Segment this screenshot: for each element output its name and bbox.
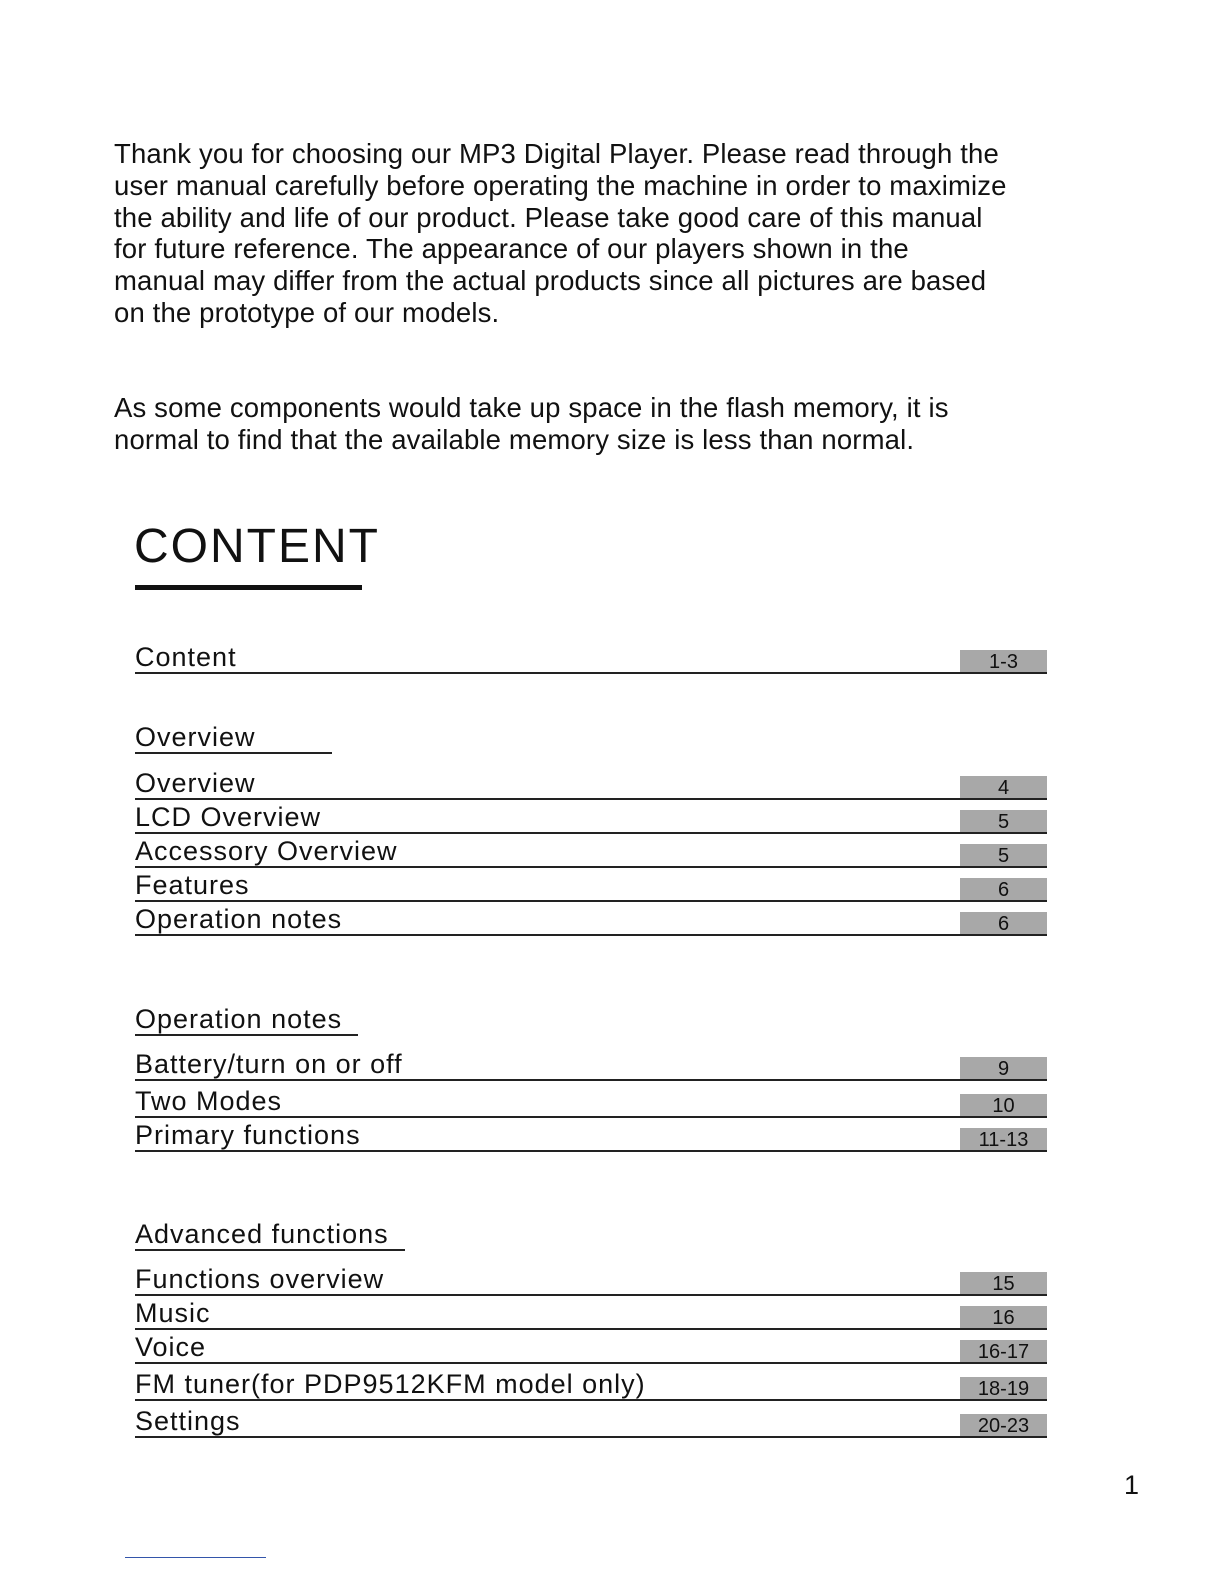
- toc-page-badge: 16-17: [960, 1340, 1047, 1362]
- toc-entry-label: Accessory Overview: [135, 836, 398, 866]
- page-number: 1: [1124, 1470, 1140, 1500]
- toc-entry-label: Music: [135, 1298, 211, 1328]
- section-heading-operation-notes: [135, 1002, 358, 1036]
- section-heading-label: Operation notes: [135, 1004, 343, 1034]
- intro-line: Thank you for choosing our MP3 Digital Player. Please read through the: [114, 138, 999, 169]
- toc-entry-label: Battery/turn on or off: [135, 1049, 403, 1079]
- toc-entry-label: Settings: [135, 1406, 241, 1436]
- toc-entry-label: Operation notes: [135, 904, 343, 934]
- toc-entry-content[interactable]: [135, 640, 1047, 674]
- toc-title: CONTENT: [134, 520, 380, 573]
- toc-entry-voice[interactable]: [135, 1330, 1047, 1364]
- toc-entry-battery[interactable]: [135, 1047, 1047, 1081]
- section-heading-advanced-functions: [135, 1217, 405, 1251]
- toc-page-badge: 10: [960, 1094, 1047, 1116]
- toc-entry-label: Features: [135, 870, 250, 900]
- toc-entry-fm-tuner[interactable]: [135, 1367, 1047, 1401]
- intro-paragraph-2: [114, 392, 1114, 456]
- toc-entry-features[interactable]: [135, 868, 1047, 902]
- toc-entry-functions-overview[interactable]: [135, 1262, 1047, 1296]
- toc-page-badge: 15: [960, 1272, 1047, 1294]
- toc-entry-accessory-overview[interactable]: [135, 834, 1047, 868]
- intro-line: manual may differ from the actual products since all pictures are based: [114, 265, 987, 297]
- intro-line: normal to find that the available memory size is less than normal.: [114, 423, 915, 455]
- toc-page-badge: 18-19: [960, 1377, 1047, 1399]
- toc-page-badge: 6: [960, 912, 1047, 934]
- intro-line: user manual carefully before operating the machine in order to maximize: [114, 169, 1007, 201]
- toc-entry-operation-notes[interactable]: [135, 902, 1047, 936]
- toc-entry-settings[interactable]: [135, 1404, 1047, 1438]
- intro-line: As some components would take up space in the flash memory, it is: [114, 392, 949, 423]
- intro-line: the ability and life of our product. Please take good care of this manual: [114, 201, 983, 233]
- toc-entry-label: FM tuner(for PDP9512KFM model only): [135, 1369, 646, 1399]
- toc-entry-two-modes[interactable]: [135, 1084, 1047, 1118]
- toc-entry-overview[interactable]: [135, 766, 1047, 800]
- toc-page-badge: 5: [960, 810, 1047, 832]
- toc-page-badge: 1-3: [960, 650, 1047, 672]
- toc-page-badge: 16: [960, 1306, 1047, 1328]
- toc-page-badge: 20-23: [960, 1414, 1047, 1436]
- toc-page-badge: 11-13: [960, 1128, 1047, 1150]
- section-heading-label: Overview: [135, 722, 256, 752]
- toc-entry-label: Overview: [135, 768, 256, 798]
- section-heading-overview: [135, 720, 332, 754]
- toc-page-badge: 6: [960, 878, 1047, 900]
- footer-rule: [125, 1557, 266, 1558]
- toc-entry-label: Voice: [135, 1332, 207, 1362]
- toc-entry-music[interactable]: [135, 1296, 1047, 1330]
- toc-entry-primary-functions[interactable]: [135, 1118, 1047, 1152]
- toc-page-badge: 4: [960, 776, 1047, 798]
- intro-paragraph-1: [114, 138, 1114, 329]
- toc-entry-label: Content: [135, 642, 237, 672]
- toc-page-badge: 5: [960, 844, 1047, 866]
- toc-entry-label: Primary functions: [135, 1120, 361, 1150]
- toc-entry-label: Functions overview: [135, 1264, 385, 1294]
- section-heading-label: Advanced functions: [135, 1219, 389, 1249]
- toc-entry-label: LCD Overview: [135, 802, 322, 832]
- toc-page-badge: 9: [960, 1057, 1047, 1079]
- toc-entry-label: Two Modes: [135, 1086, 283, 1116]
- intro-line: for future reference. The appearance of our players shown in the: [114, 233, 909, 265]
- toc-title-underline: [135, 585, 362, 590]
- toc-entry-lcd-overview[interactable]: [135, 800, 1047, 834]
- intro-line: on the prototype of our models.: [114, 296, 500, 328]
